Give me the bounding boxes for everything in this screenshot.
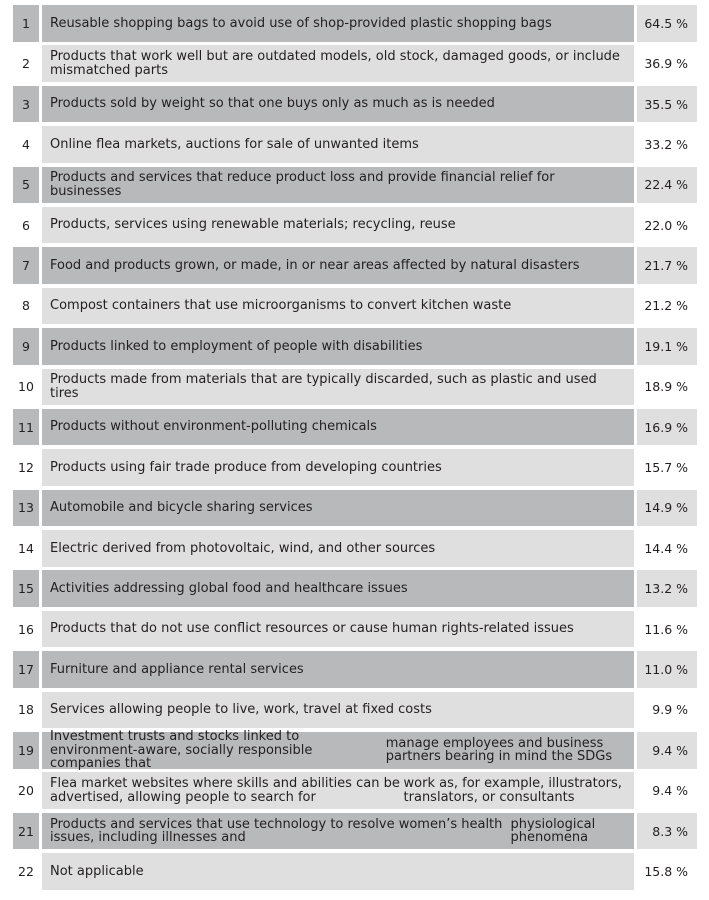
table-row: [13, 772, 697, 809]
ranking-table: [13, 5, 697, 894]
percentage-value: 21.7 %: [637, 247, 697, 284]
rank-cell: 3: [13, 86, 39, 123]
rank-cell: 9: [13, 328, 39, 365]
percentage-value: 22.0 %: [637, 207, 697, 244]
rank-cell: 17: [13, 651, 39, 688]
item-label: Services allowing people to live, work, travel at fixed costs: [42, 692, 634, 729]
rank-cell: 14: [13, 530, 39, 567]
percentage-value: 18.9 %: [637, 369, 697, 406]
percentage-value: 21.2 %: [637, 288, 697, 325]
rank-cell: 7: [13, 247, 39, 284]
item-label: Activities addressing global food and healthcare issues: [42, 570, 634, 607]
percentage-value: 64.5 %: [637, 5, 697, 42]
table-row: [13, 207, 697, 244]
table-row: [13, 570, 697, 607]
item-label: Electric derived from photovoltaic, wind, and other sources: [42, 530, 634, 567]
table-row: [13, 611, 697, 648]
item-label: Products linked to employment of people with disabilities: [42, 328, 634, 365]
percentage-value: 13.2 %: [637, 570, 697, 607]
rank-cell: 2: [13, 45, 39, 82]
table-row: [13, 5, 697, 42]
percentage-value: 11.6 %: [637, 611, 697, 648]
table-row: [13, 167, 697, 204]
item-label: Online flea markets, auctions for sale of unwanted items: [42, 126, 634, 163]
item-label: Products sold by weight so that one buys only as much as is needed: [42, 86, 634, 123]
percentage-value: 14.4 %: [637, 530, 697, 567]
rank-cell: 8: [13, 288, 39, 325]
item-label: Reusable shopping bags to avoid use of shop-provided plastic shopping bags: [42, 5, 634, 42]
rank-cell: 20: [13, 772, 39, 809]
rank-cell: 13: [13, 490, 39, 527]
table-row: [13, 813, 697, 850]
item-label: Products using fair trade produce from developing countries: [42, 449, 634, 486]
rank-cell: 15: [13, 570, 39, 607]
percentage-value: 9.9 %: [637, 692, 697, 729]
rank-cell: 6: [13, 207, 39, 244]
item-label: Investment trusts and stocks linked to environment-aware, socially responsible companies that manage employees and business partners bearing in mind the SDGs: [42, 732, 634, 769]
item-label: Flea market websites where skills and abilities can be advertised, allowing people to search for work as, for example, illustrators, translators, or consultants: [42, 772, 634, 809]
percentage-value: 35.5 %: [637, 86, 697, 123]
table-row: [13, 369, 697, 406]
rank-cell: 21: [13, 813, 39, 850]
table-row: [13, 692, 697, 729]
percentage-value: 15.7 %: [637, 449, 697, 486]
table-row: [13, 530, 697, 567]
table-row: [13, 729, 697, 772]
table-row: [13, 449, 697, 486]
rank-cell: 12: [13, 449, 39, 486]
item-label: Products that do not use conflict resources or cause human rights-related issues: [42, 611, 634, 648]
percentage-value: 9.4 %: [637, 732, 697, 769]
percentage-value: 16.9 %: [637, 409, 697, 446]
percentage-value: 22.4 %: [637, 167, 697, 204]
rank-cell: 1: [13, 5, 39, 42]
rank-cell: 16: [13, 611, 39, 648]
table-row: [13, 126, 697, 163]
table-row: [13, 328, 697, 365]
rank-cell: 4: [13, 126, 39, 163]
item-label: Compost containers that use microorganisms to convert kitchen waste: [42, 288, 634, 325]
item-label: Not applicable: [42, 853, 634, 890]
item-label: Automobile and bicycle sharing services: [42, 490, 634, 527]
table-row: [13, 45, 697, 82]
percentage-value: 11.0 %: [637, 651, 697, 688]
table-row: [13, 490, 697, 527]
rank-cell: 22: [13, 853, 39, 890]
rank-cell: 5: [13, 167, 39, 204]
item-label: Products and services that reduce product loss and provide financial relief for businesses: [42, 167, 634, 204]
table-row: [13, 651, 697, 688]
percentage-value: 8.3 %: [637, 813, 697, 850]
percentage-value: 33.2 %: [637, 126, 697, 163]
item-label: Products and services that use technology to resolve women’s health issues, including illnesses and physiological phenomena: [42, 813, 634, 850]
percentage-value: 19.1 %: [637, 328, 697, 365]
table-row: [13, 288, 697, 325]
table-row: [13, 247, 697, 284]
rank-cell: 18: [13, 692, 39, 729]
item-label: Products made from materials that are typically discarded, such as plastic and used tires: [42, 369, 634, 406]
rank-cell: 11: [13, 409, 39, 446]
percentage-value: 36.9 %: [637, 45, 697, 82]
percentage-value: 15.8 %: [637, 853, 697, 890]
item-label: Products, services using renewable materials; recycling, reuse: [42, 207, 634, 244]
rank-cell: 19: [13, 732, 39, 769]
percentage-value: 9.4 %: [637, 772, 697, 809]
table-row: [13, 409, 697, 446]
table-row: [13, 853, 697, 890]
item-label: Products without environment-polluting chemicals: [42, 409, 634, 446]
item-label: Furniture and appliance rental services: [42, 651, 634, 688]
item-label: Products that work well but are outdated models, old stock, damaged goods, or include mismatched parts: [42, 45, 634, 82]
percentage-value: 14.9 %: [637, 490, 697, 527]
table-row: [13, 86, 697, 123]
item-label: Food and products grown, or made, in or near areas affected by natural disasters: [42, 247, 634, 284]
rank-cell: 10: [13, 369, 39, 406]
